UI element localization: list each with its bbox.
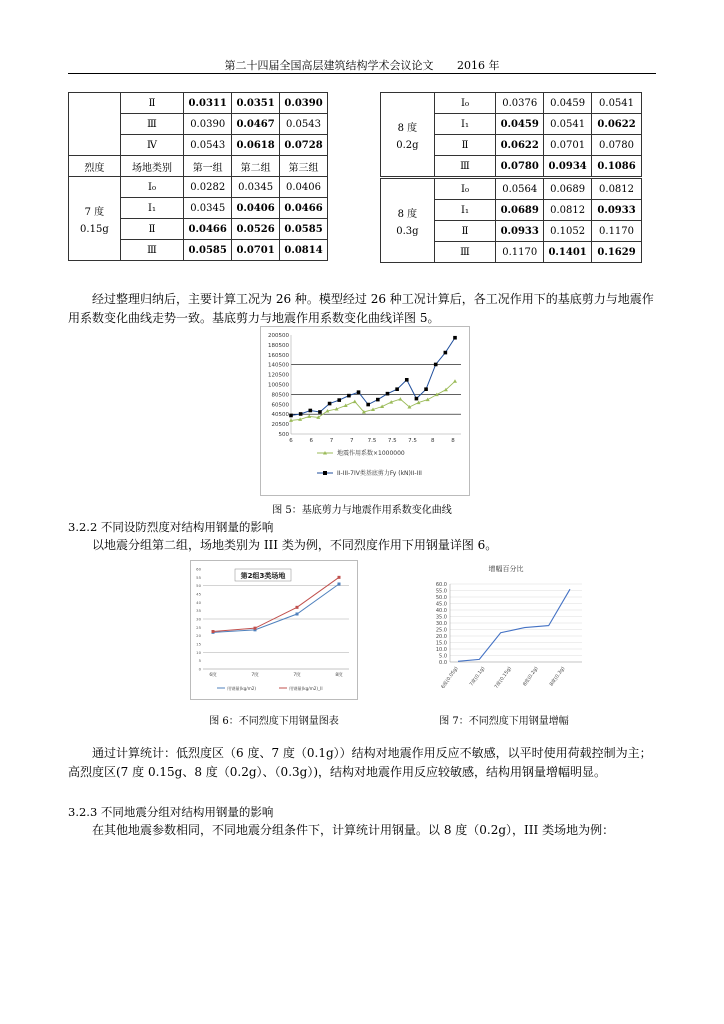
x-tick-label: 8: [451, 438, 455, 444]
y-tick-label: 160500: [268, 352, 289, 359]
y-tick-label: 50.0: [435, 595, 447, 601]
data-point: [405, 378, 409, 382]
group-label-line: 0.15g: [80, 223, 109, 235]
paragraph-3: 通过计算统计：低烈度区（6 度、7 度（0.1g））结构对地震作用反应不敏感，以平时使用荷载控制为主；高烈度区(7 度 0.15g、8 度（0.2g）、（0.3g）)，结构对地震作用反应较敏感，结构用钢量增幅明显。: [68, 746, 652, 779]
x-tick-label: 6度: [209, 673, 217, 678]
table-row: [381, 93, 642, 114]
paragraph-4: 在其他地震参数相同，不同地震分组条件下，计算统计用钢量。以 8 度（0.2g），III 类场地为例：: [92, 823, 615, 837]
y-tick-label: 10: [196, 649, 201, 655]
data-point: [453, 336, 457, 340]
value-cell: 0.0466: [280, 198, 328, 219]
table-group-label: [69, 177, 121, 261]
x-tick-label: 7度(0.1g): [469, 666, 487, 688]
site-class-cell: Ⅱ: [434, 135, 496, 156]
figure-6-caption: 图 6：不同烈度下用钢量图表: [209, 716, 339, 727]
value-cell: 0.0622: [592, 114, 642, 135]
y-tick-label: 50: [196, 583, 201, 589]
y-tick-label: 45: [196, 591, 201, 597]
group-label-line: 0.3g: [396, 225, 419, 237]
y-tick-label: 40500: [271, 412, 289, 419]
data-point: [338, 576, 341, 579]
data-point: [289, 414, 293, 418]
value-cell: 0.0459: [496, 114, 544, 135]
value-cell: 0.0933: [496, 221, 544, 242]
x-tick-label: 7.5: [408, 438, 417, 444]
data-point: [453, 379, 457, 383]
value-cell: 0.0618: [232, 135, 280, 156]
legend-label: 地震作用系数×1000000: [337, 450, 405, 457]
value-cell: 0.0541: [544, 114, 592, 135]
table-row: [69, 177, 328, 198]
data-point: [296, 606, 299, 609]
value-cell: 0.0814: [280, 240, 328, 261]
site-class-cell: Ⅰ₁: [434, 200, 496, 221]
header-title: 第二十四届全国高层建筑结构学术会议论文: [224, 59, 434, 72]
legend-marker: [323, 471, 327, 475]
series-line: [458, 589, 570, 661]
x-tick-label: 6: [289, 438, 293, 444]
value-cell: 0.0585: [280, 219, 328, 240]
y-tick-label: 20: [196, 633, 201, 639]
y-tick-label: 200500: [268, 333, 289, 339]
group-label-line: 8 度: [397, 122, 418, 134]
page-header: [68, 57, 656, 74]
data-point: [212, 630, 215, 633]
table-row: [69, 93, 328, 114]
y-tick-label: 20500: [271, 422, 289, 429]
data-point: [395, 387, 399, 391]
y-tick-label: 180500: [268, 342, 289, 349]
y-tick-label: 5: [198, 658, 201, 664]
y-tick-label: 140500: [268, 362, 289, 369]
y-tick-label: 30: [196, 616, 201, 622]
site-class-cell: Ⅰ₀: [120, 177, 183, 198]
value-cell: 0.0345: [232, 177, 280, 198]
figure-5-chart: [261, 327, 469, 495]
y-tick-label: 120500: [268, 372, 289, 379]
value-cell: 0.0728: [280, 135, 328, 156]
section-3-2-3-heading: 3.2.3 不同地震分组对结构用钢量的影响: [68, 805, 274, 819]
x-tick-label: 7度: [293, 673, 301, 678]
y-tick-label: 55.0: [435, 588, 447, 595]
data-point: [444, 351, 448, 355]
value-cell: 0.1052: [544, 221, 592, 242]
value-cell: 0.0390: [280, 93, 328, 114]
value-cell: 0.0689: [496, 200, 544, 221]
data-point: [254, 627, 257, 630]
y-tick-label: 45.0: [435, 601, 447, 608]
site-class-cell: Ⅲ: [434, 156, 496, 178]
y-tick-label: 10.0: [435, 647, 447, 653]
site-class-cell: Ⅰ₀: [434, 178, 496, 200]
value-cell: 0.0345: [184, 198, 232, 219]
y-tick-label: 25.0: [435, 627, 447, 634]
x-tick-label: 7.5: [367, 438, 377, 444]
y-tick-label: 60500: [271, 402, 289, 409]
x-tick-label: 8度: [335, 673, 343, 678]
value-cell: 0.0406: [280, 177, 328, 198]
value-cell: 0.0622: [496, 135, 544, 156]
data-point: [398, 397, 402, 401]
legend-label: 用钢量(kg/m2)_II: [289, 686, 323, 691]
header-year: 2016 年: [457, 59, 500, 72]
data-point: [337, 398, 341, 402]
value-cell: 0.0812: [544, 200, 592, 221]
chart-title: 第2组3类场地: [240, 572, 286, 580]
table-row: [69, 156, 328, 177]
y-tick-label: 35.0: [435, 614, 447, 621]
value-cell: 0.0933: [592, 200, 642, 221]
value-cell: 0.0390: [184, 114, 232, 135]
site-class-cell: Ⅰ₁: [434, 114, 496, 135]
group-label-line: 8 度: [397, 208, 418, 220]
x-tick-label: 8度(0.3g): [549, 666, 567, 688]
value-cell: 0.0701: [232, 240, 280, 261]
table-group-label: [381, 178, 435, 263]
y-tick-label: 0.0: [439, 660, 447, 666]
paragraph-2: 以地震分组第二组，场地类别为 III 类为例，不同烈度作用下用钢量详图 6。: [92, 538, 498, 552]
y-tick-label: 15.0: [435, 640, 447, 647]
table-header-cell: 场地类别: [120, 156, 183, 177]
figure-7-frame: [418, 560, 588, 698]
data-point: [376, 398, 380, 402]
figure-6-frame: [190, 560, 358, 700]
table-header-cell: 第三组: [280, 156, 328, 177]
figure-5-frame: [260, 326, 470, 496]
data-point: [308, 409, 312, 413]
value-cell: 0.0543: [280, 114, 328, 135]
data-point: [347, 394, 351, 398]
value-cell: 0.0543: [184, 135, 232, 156]
site-class-cell: Ⅱ: [120, 93, 183, 114]
data-point: [415, 397, 419, 401]
site-class-cell: Ⅰ₁: [120, 198, 183, 219]
value-cell: 0.0406: [232, 198, 280, 219]
data-point: [328, 402, 332, 406]
value-cell: 0.0780: [496, 156, 544, 178]
data-point: [434, 363, 438, 367]
site-class-cell: Ⅲ: [434, 242, 496, 263]
legend-label: 用钢量(kg/m2): [227, 686, 257, 691]
site-class-cell: Ⅱ: [434, 221, 496, 242]
value-cell: 0.1086: [592, 156, 642, 178]
value-cell: 0.1170: [592, 221, 642, 242]
figure-7-chart: [418, 560, 588, 698]
value-cell: 0.1629: [592, 242, 642, 263]
x-tick-label: 7度: [251, 673, 259, 678]
value-cell: 0.0526: [232, 219, 280, 240]
site-class-cell: Ⅲ: [120, 114, 183, 135]
table-left: [68, 92, 328, 261]
site-class-cell: Ⅰ₀: [434, 93, 496, 114]
table-header-cell: 第一组: [184, 156, 232, 177]
data-point: [366, 403, 370, 407]
figure-6-chart: [191, 561, 357, 699]
data-point: [424, 387, 428, 391]
value-cell: 0.0541: [592, 93, 642, 114]
value-cell: 0.0351: [232, 93, 280, 114]
series-line: [291, 381, 455, 420]
y-tick-label: 5.0: [439, 653, 447, 660]
data-point: [357, 390, 361, 394]
table-header-cell: 烈度: [69, 156, 121, 177]
y-tick-label: 20.0: [435, 634, 447, 640]
data-point: [338, 583, 341, 586]
y-tick-label: 500: [278, 432, 289, 438]
y-tick-label: 80500: [271, 392, 289, 399]
site-class-cell: Ⅲ: [120, 240, 183, 261]
y-tick-label: 60.0: [435, 582, 447, 588]
value-cell: 0.0311: [184, 93, 232, 114]
value-cell: 0.1170: [496, 242, 544, 263]
x-tick-label: 7.5: [387, 438, 397, 444]
value-cell: 0.0376: [496, 93, 544, 114]
value-cell: 0.1401: [544, 242, 592, 263]
x-tick-label: 8: [431, 438, 435, 444]
chart-title: 增幅百分比: [488, 565, 524, 573]
y-tick-label: 40: [196, 599, 201, 605]
value-cell: 0.0780: [592, 135, 642, 156]
value-cell: 0.0701: [544, 135, 592, 156]
y-tick-label: 30.0: [435, 621, 447, 627]
legend-label: II-III-7IV类基底剪力Fy (kN)II-III: [337, 470, 422, 477]
x-tick-label: 7度(0.15g): [494, 666, 513, 690]
x-tick-label: 6: [309, 438, 313, 444]
site-class-cell: Ⅳ: [120, 135, 183, 156]
y-tick-label: 35: [196, 608, 201, 614]
data-point: [296, 613, 299, 616]
x-tick-label: 7: [350, 438, 354, 444]
table-group-label: [381, 93, 435, 178]
y-tick-label: 100500: [268, 382, 289, 389]
y-tick-label: 0: [198, 666, 201, 672]
value-cell: 0.0585: [184, 240, 232, 261]
value-cell: 0.0282: [184, 177, 232, 198]
data-point: [353, 400, 357, 404]
y-tick-label: 55: [196, 574, 201, 580]
y-tick-label: 25: [196, 624, 201, 630]
table-right: [380, 92, 642, 263]
value-cell: 0.0689: [544, 178, 592, 200]
data-point: [386, 392, 390, 396]
value-cell: 0.0467: [232, 114, 280, 135]
y-tick-label: 15: [196, 641, 201, 647]
site-class-cell: Ⅱ: [120, 219, 183, 240]
value-cell: 0.0812: [592, 178, 642, 200]
data-point: [299, 412, 303, 416]
group-label-line: 0.2g: [396, 139, 419, 151]
value-cell: 0.0466: [184, 219, 232, 240]
x-tick-label: 6度(0.05g): [441, 666, 460, 690]
value-cell: 0.0459: [544, 93, 592, 114]
table-row: [381, 178, 642, 200]
series-line: [291, 338, 455, 416]
group-label-line: 7 度: [84, 206, 105, 218]
paragraph-1: 经过整理归纳后，主要计算工况为 26 种。模型经过 26 种工况计算后，各工况作用下的基底剪力与地震作用系数变化曲线走势一致。基底剪力与地震作用系数变化曲线详图 5。: [68, 292, 654, 325]
x-tick-label: 8度(0.2g): [522, 666, 540, 688]
table-empty-cell: [69, 93, 121, 156]
section-3-2-2-heading: 3.2.2 不同设防烈度对结构用钢量的影响: [68, 520, 274, 534]
value-cell: 0.0564: [496, 178, 544, 200]
x-tick-label: 7: [329, 438, 334, 444]
figure-5-caption: 图 5：基底剪力与地震作用系数变化曲线: [272, 505, 452, 516]
table-header-cell: 第二组: [232, 156, 280, 177]
figure-7-caption: 图 7：不同烈度下用钢量增幅: [439, 716, 569, 727]
value-cell: 0.0934: [544, 156, 592, 178]
y-tick-label: 60: [196, 566, 201, 572]
data-point: [318, 410, 322, 414]
y-tick-label: 40.0: [435, 608, 447, 614]
